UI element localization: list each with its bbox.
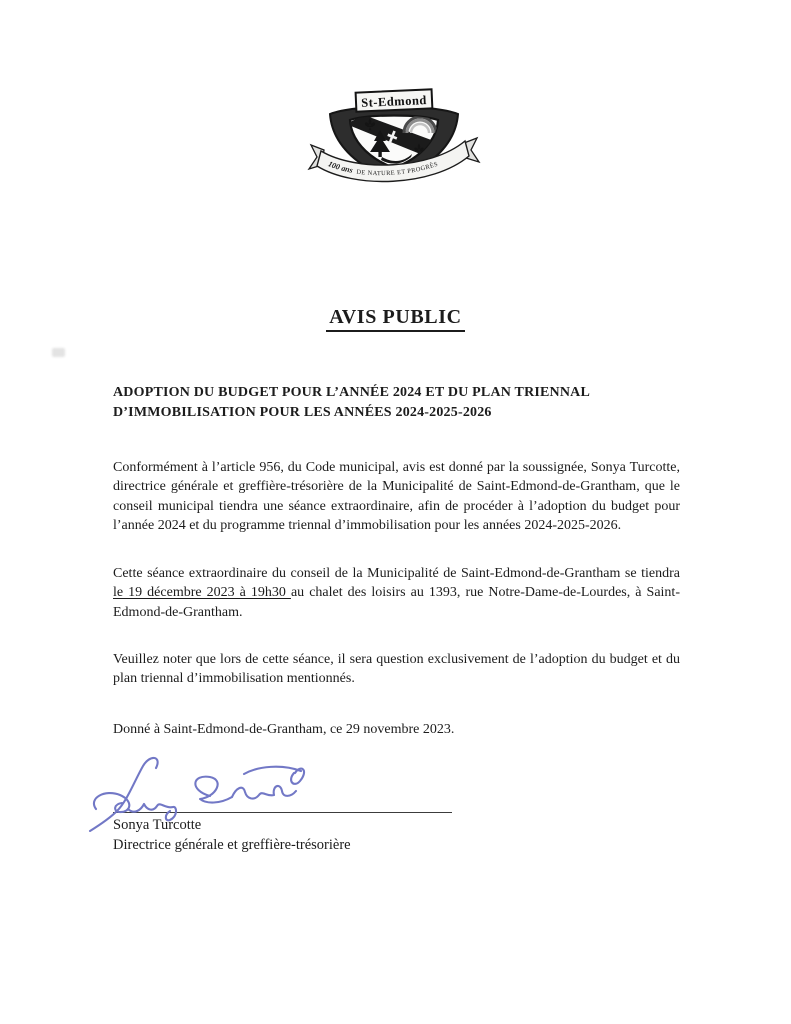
seance-text-before: Cette séance extraordinaire du conseil de la Municipalité de Saint-Edmond-de-Grantham se tiendra: [113, 566, 680, 581]
handwritten-signature: [86, 754, 318, 832]
paragraph-conformement: Conformément à l’article 956, du Code municipal, avis est donné par la soussignée, Sonya Turcotte, directrice générale et greffière-trésorière de la Municipalité de Saint-Edmond-de-Grantham, que le conseil municipal tiendra une séance extraordinaire, afin de procéder à l’adoption du budget pour l’année 2024 et du programme triennal d’immobilisation pour les années 2024-2025-2026.: [113, 460, 680, 533]
seance-date-underlined: le 19 décembre 2023 à 19h30: [113, 585, 291, 601]
page-title: AVIS PUBLIC: [0, 306, 791, 332]
notice-heading-line1: ADOPTION DU BUDGET POUR L’ANNÉE 2024 ET DU PLAN TRIENNAL: [113, 385, 591, 400]
signer-name: Sonya Turcotte: [113, 817, 202, 833]
crest-motto: 100 ans DE NATURE ET PROGRÈS: [326, 159, 440, 178]
paragraph-seance: [113, 564, 680, 622]
dateline: Donné à Saint-Edmond-de-Grantham, ce 29 novembre 2023.: [113, 722, 455, 737]
signer-role: Directrice générale et greffière-trésorière: [113, 837, 351, 853]
crest-name: St-Edmond: [360, 93, 428, 110]
municipal-crest: [306, 86, 482, 200]
notice-heading: [113, 383, 680, 423]
seance-text-after: au chalet des loisirs au 1393, rue Notre-Dame-de-Lourdes, à Saint-Edmond-de-Grantham.: [113, 585, 680, 620]
scan-artifact: [52, 348, 65, 357]
paragraph-veuillez-noter: Veuillez noter que lors de cette séance, il sera question exclusivement de l’adoption du budget et du plan triennal d’immobilisation mentionnés.: [113, 652, 680, 687]
notice-heading-line2: D’IMMOBILISATION POUR LES ANNÉES 2024-2025-2026: [113, 405, 492, 420]
